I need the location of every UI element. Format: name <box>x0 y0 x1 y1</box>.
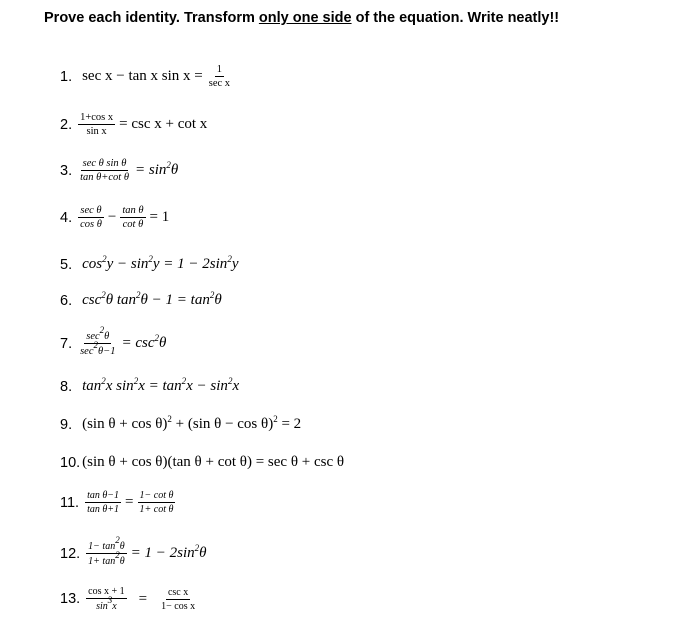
problem-1-lhs: sec x − tan x sin x = <box>82 68 203 84</box>
problem-7: 7. $\frac{\sec^2\theta}{\sec^2\theta-1}$ = $\csc^2\theta$ <box>60 325 167 357</box>
problem-12-fraction: $\frac{1- \tan^2\theta}{1+ \tan^2\theta}$ <box>88 535 125 567</box>
problem-10-expr: (sin θ + cos θ)(tan θ + cot θ) = sec θ + csc θ <box>82 454 345 470</box>
problem-9-expr: (sin θ + cos θ)$^2$ + (sin θ − cos θ)$^2$ = 2 <box>82 414 302 432</box>
problem-1: 1. sec x − tan x sin x = $\frac{1}{\text{sec x}}$ <box>60 64 231 89</box>
problem-2-fraction: $\frac{\text{1+cos x}}{\text{sin x}}$ <box>80 112 114 137</box>
problem-5-expr: $\cos^2y - \sin^2y = 1 - 2\sin^2y$ <box>82 254 239 272</box>
title-emphasis: only one side <box>258 10 352 26</box>
problem-8-expr: $\tan^2x$ $\sin^2x = \tan^2x - \sin^2x$ <box>82 376 240 394</box>
problem-11-fraction-1: $\frac{\text{tan θ−1}}{\text{tan θ+1}}$ <box>87 490 120 515</box>
problem-10: 10. (sin θ + cos θ)(tan θ + cot θ) = sec θ + csc θ <box>60 454 345 471</box>
worksheet-title: Prove each identity. Transform only one side of the equation. Write neatly!! <box>44 10 560 26</box>
problem-4-fraction-1: $\frac{\text{sec θ}}{\text{cos θ}}$ <box>80 205 102 230</box>
problem-3: 3. $\frac{\text{sec θ sin θ}}{\text{tan θ+cot θ}}$ = $\sin^2\theta$ <box>60 158 179 183</box>
problem-12: 12. $\frac{1- \tan^2\theta}{1+ \tan^2\theta}$ = $1 - 2\sin^2\theta$ <box>60 535 207 567</box>
problem-9: 9. (sin θ + cos θ)$^2$ + (sin θ − cos θ)$^2$ = 2 <box>60 414 302 433</box>
problem-2: 2. $\frac{\text{1+cos x}}{\text{sin x}}$ = csc x + cot x <box>60 112 208 137</box>
problem-3-rhs: = $\sin^2\theta$ <box>135 160 179 178</box>
problem-5: 5. $\cos^2y - \sin^2y = 1 - 2\sin^2y$ <box>60 254 239 273</box>
problem-4-fraction-2: $\frac{\text{tan θ}}{\text{cot θ}}$ <box>122 205 144 230</box>
problem-7-fraction: $\frac{\sec^2\theta}{\sec^2\theta-1}$ <box>80 325 116 357</box>
problem-11: 11. $\frac{\text{tan θ−1}}{\text{tan θ+1}}$ = $\frac{\text{1− cot θ}}{\text{1+ cot θ}}$ <box>60 490 174 515</box>
problem-8: 8. $\tan^2x$ $\sin^2x = \tan^2x - \sin^2x$ <box>60 376 240 395</box>
problem-7-rhs: = $\csc^2\theta$ <box>121 333 167 351</box>
problem-12-rhs: = $1 - 2\sin^2\theta$ <box>130 543 207 561</box>
problem-13: 13. $\frac{\text{cos x + 1}}{\sin^3x}$ = $\frac{\text{csc x}}{\text{1− cos x}}$ <box>60 586 196 612</box>
problem-13-fraction-1: $\frac{\text{cos x + 1}}{\sin^3x}$ <box>88 586 125 612</box>
problem-13-fraction-2: $\frac{\text{csc x}}{\text{1− cos x}}$ <box>161 586 196 612</box>
problem-3-fraction: $\frac{\text{sec θ sin θ}}{\text{tan θ+cot θ}}$ <box>80 158 129 183</box>
problem-1-fraction: $\frac{1}{\text{sec x}}$ <box>208 64 231 89</box>
problem-4: 4. $\frac{\text{sec θ}}{\text{cos θ}}$ − $\frac{\text{tan θ}}{\text{cot θ}}$ = 1 <box>60 205 170 230</box>
problem-11-fraction-2: $\frac{\text{1− cot θ}}{\text{1+ cot θ}}$ <box>139 490 174 515</box>
problem-6-expr: $\csc^2\theta$ $\tan^2\theta - 1 = \tan^2\theta$ <box>82 290 222 308</box>
problem-6: 6. $\csc^2\theta$ $\tan^2\theta - 1 = \tan^2\theta$ <box>60 290 222 309</box>
